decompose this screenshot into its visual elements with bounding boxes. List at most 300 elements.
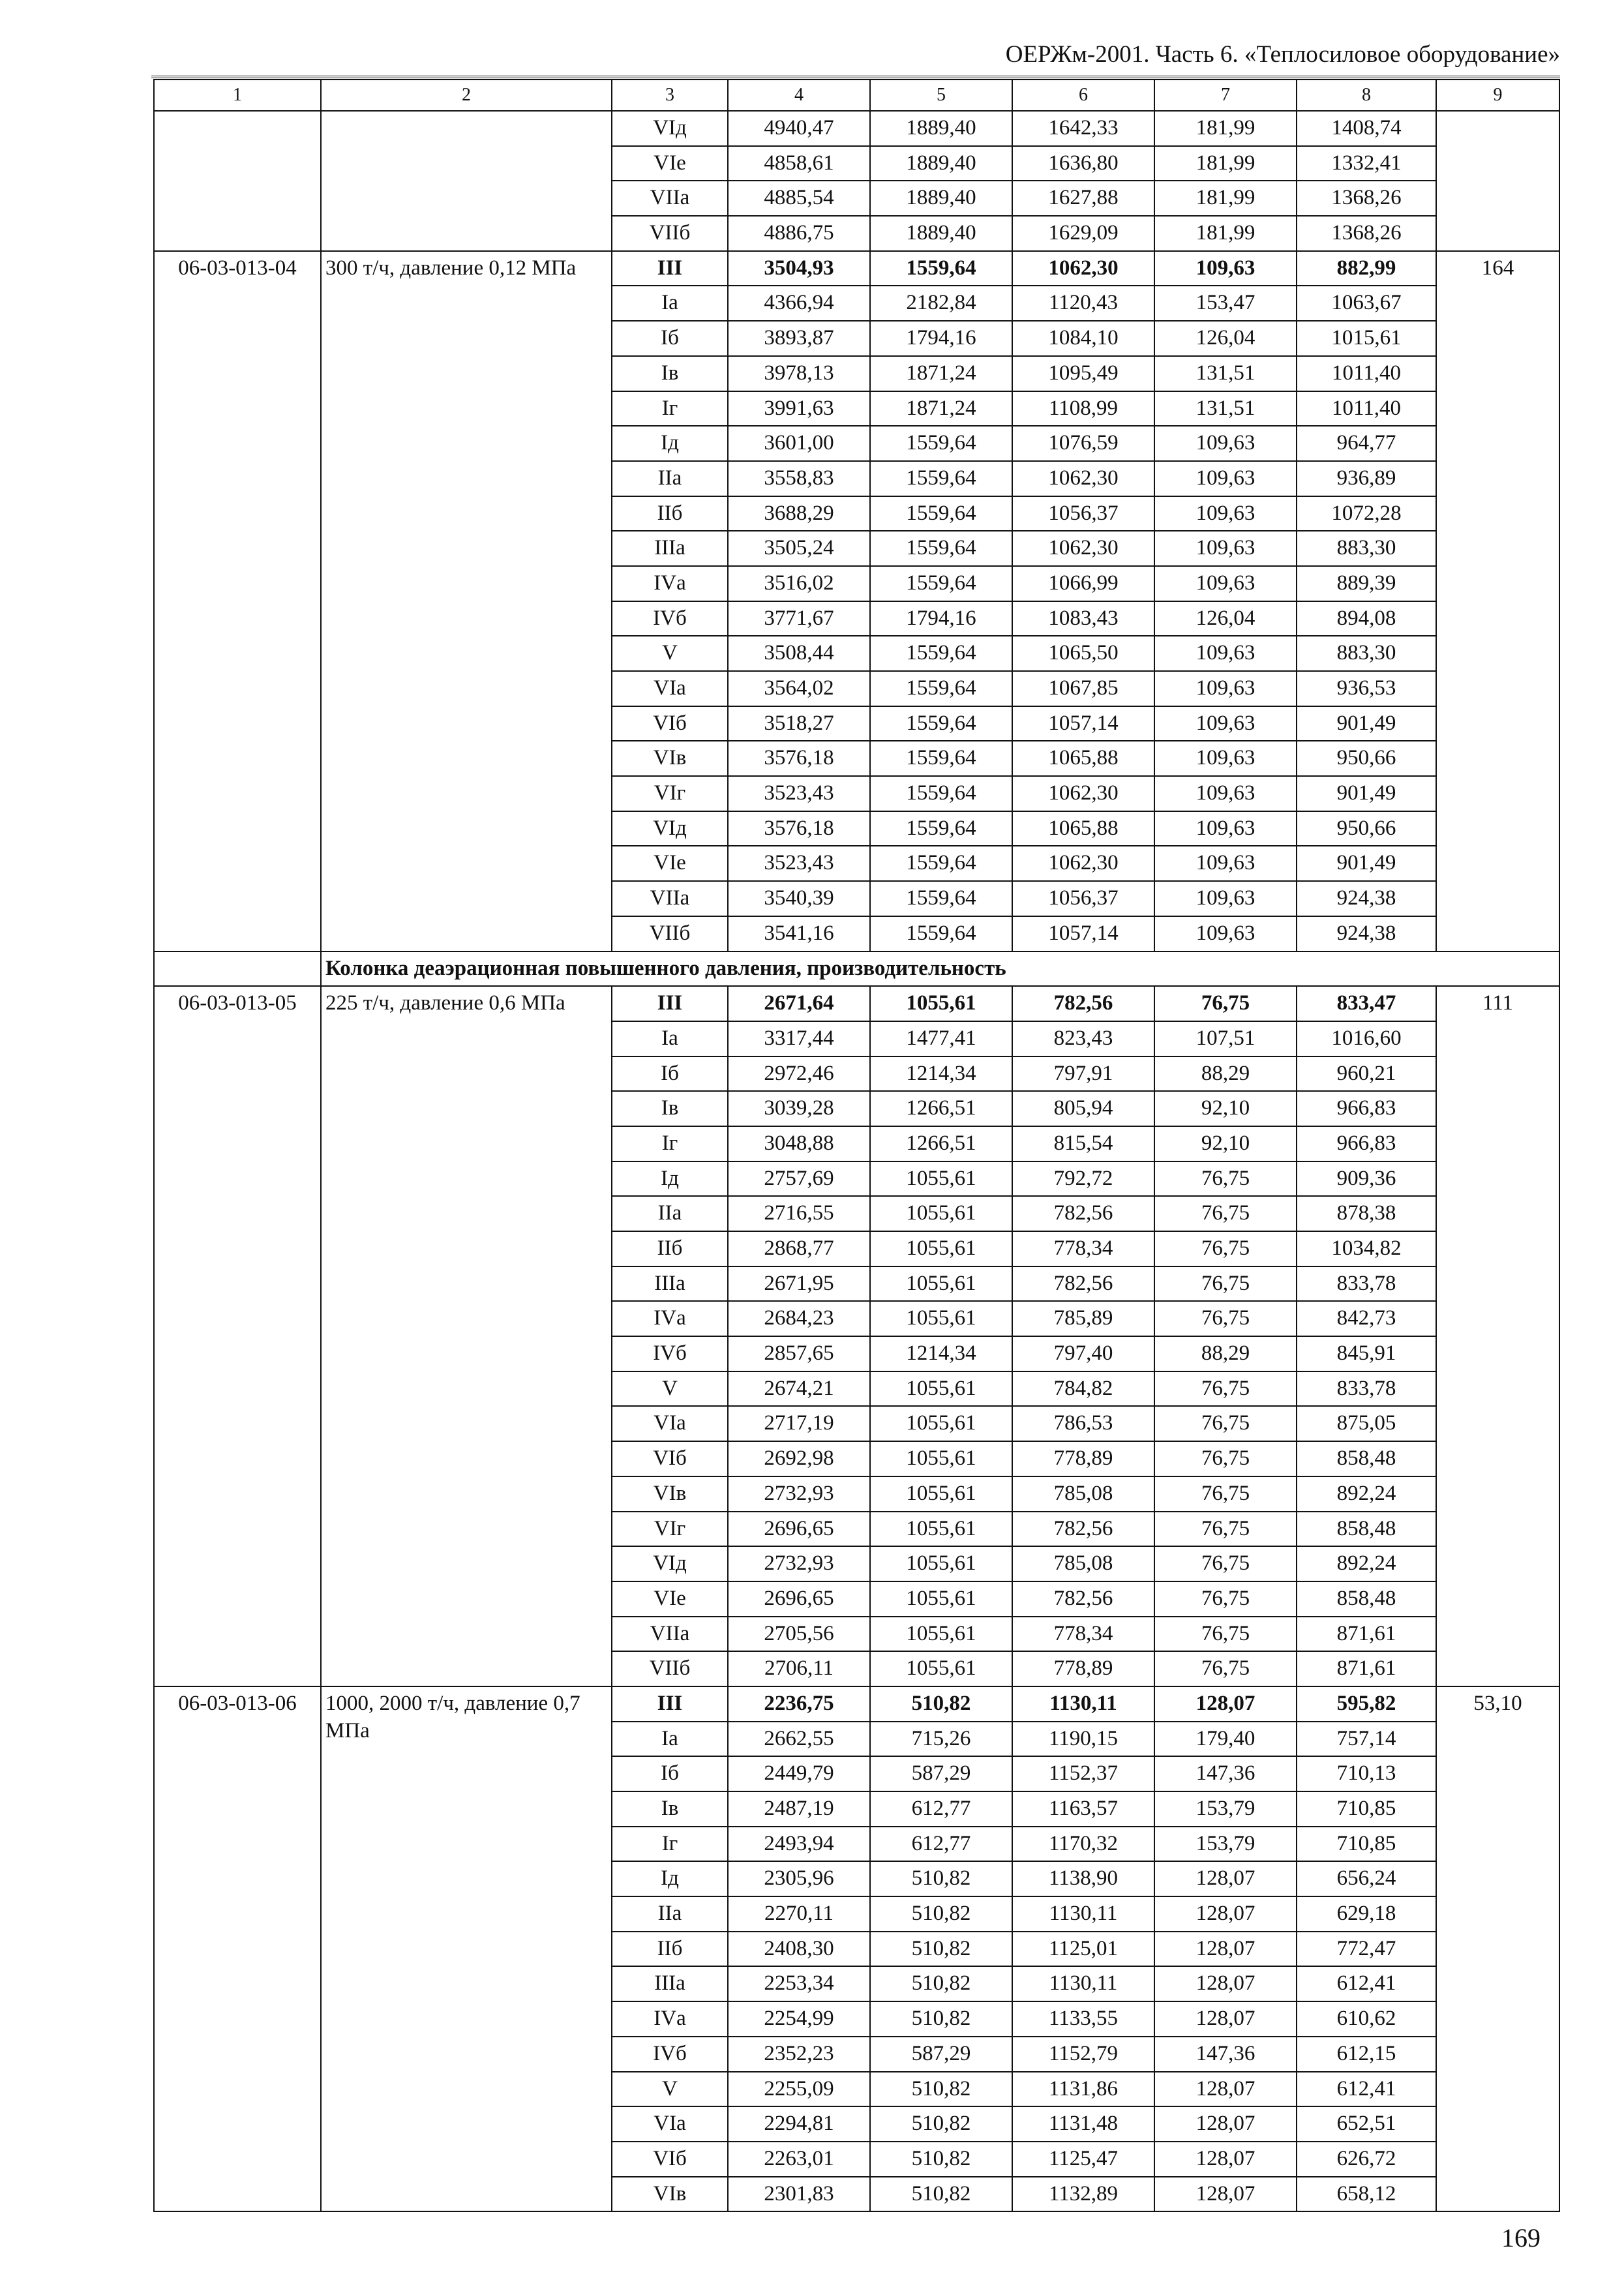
- value-cell: 1055,61: [870, 1617, 1012, 1652]
- value-cell: 966,83: [1297, 1091, 1436, 1126]
- empty-cell: [154, 951, 321, 987]
- value-cell: 1332,41: [1297, 146, 1436, 181]
- zone-cell: IIб: [612, 1932, 728, 1967]
- value-cell: 964,77: [1297, 426, 1436, 461]
- value-cell: 510,82: [870, 2106, 1012, 2142]
- value-cell: 131,51: [1154, 391, 1297, 426]
- value-cell: 181,99: [1154, 181, 1297, 216]
- zone-cell: VIа: [612, 1406, 728, 1441]
- value-cell: 76,75: [1154, 1231, 1297, 1266]
- value-cell: 936,53: [1297, 671, 1436, 706]
- value-cell: 1065,50: [1012, 636, 1154, 671]
- value-cell: 652,51: [1297, 2106, 1436, 2142]
- value-cell: 109,63: [1154, 531, 1297, 566]
- value-cell: 1214,34: [870, 1056, 1012, 1092]
- value-cell: 2674,21: [728, 1371, 870, 1407]
- value-cell: 88,29: [1154, 1056, 1297, 1092]
- value-cell: 128,07: [1154, 1686, 1297, 1722]
- value-cell: 1131,48: [1012, 2106, 1154, 2142]
- price-table: [153, 79, 1560, 2212]
- value-cell: 2294,81: [728, 2106, 870, 2142]
- value-cell: 1871,24: [870, 391, 1012, 426]
- value-cell: 3518,27: [728, 706, 870, 741]
- zone-cell: III: [612, 986, 728, 1021]
- zone-cell: V: [612, 1371, 728, 1407]
- value-cell: 785,08: [1012, 1476, 1154, 1512]
- value-cell: 1559,64: [870, 671, 1012, 706]
- column-number: 8: [1297, 80, 1436, 111]
- value-cell: 1055,61: [870, 1266, 1012, 1302]
- zone-cell: IIб: [612, 1231, 728, 1266]
- zone-cell: IVб: [612, 1336, 728, 1371]
- value-cell: 2706,11: [728, 1651, 870, 1686]
- value-cell: 1062,30: [1012, 846, 1154, 881]
- item-description: 300 т/ч, давление 0,12 МПа: [321, 251, 612, 951]
- value-cell: 109,63: [1154, 671, 1297, 706]
- value-cell: 1138,90: [1012, 1861, 1154, 1896]
- value-cell: 128,07: [1154, 2106, 1297, 2142]
- zone-cell: VIд: [612, 1546, 728, 1581]
- value-cell: 1889,40: [870, 146, 1012, 181]
- value-cell: 960,21: [1297, 1056, 1436, 1092]
- value-cell: 128,07: [1154, 1932, 1297, 1967]
- value-cell: 842,73: [1297, 1301, 1436, 1336]
- rate-code: 06-03-013-06: [154, 1686, 321, 2211]
- zone-cell: IVб: [612, 601, 728, 636]
- zone-cell: Iг: [612, 391, 728, 426]
- value-cell: 3601,00: [728, 426, 870, 461]
- value-cell: 2270,11: [728, 1896, 870, 1932]
- zone-cell: IVа: [612, 1301, 728, 1336]
- column-number: 6: [1012, 80, 1154, 111]
- value-cell: 147,36: [1154, 1756, 1297, 1791]
- value-cell: 1055,61: [870, 1476, 1012, 1512]
- value-cell: 88,29: [1154, 1336, 1297, 1371]
- value-cell: 1163,57: [1012, 1791, 1154, 1827]
- value-cell: 1062,30: [1012, 531, 1154, 566]
- value-cell: 1055,61: [870, 1406, 1012, 1441]
- value-cell: 1559,64: [870, 846, 1012, 881]
- col9-value: [1436, 111, 1559, 251]
- value-cell: 1559,64: [870, 461, 1012, 496]
- col9-value: 53,10: [1436, 1686, 1559, 2211]
- value-cell: 1062,30: [1012, 251, 1154, 286]
- value-cell: 1559,64: [870, 531, 1012, 566]
- value-cell: 786,53: [1012, 1406, 1154, 1441]
- value-cell: 626,72: [1297, 2142, 1436, 2177]
- value-cell: 2487,19: [728, 1791, 870, 1827]
- value-cell: 3504,93: [728, 251, 870, 286]
- section-row: [154, 951, 1559, 987]
- value-cell: 656,24: [1297, 1861, 1436, 1896]
- zone-cell: VIд: [612, 111, 728, 146]
- zone-cell: IIа: [612, 1196, 728, 1231]
- zone-cell: IIа: [612, 1896, 728, 1932]
- value-cell: 3978,13: [728, 356, 870, 391]
- value-cell: 883,30: [1297, 636, 1436, 671]
- zone-cell: VIIа: [612, 1617, 728, 1652]
- value-cell: 784,82: [1012, 1371, 1154, 1407]
- zone-cell: VIIб: [612, 1651, 728, 1686]
- value-cell: 871,61: [1297, 1617, 1436, 1652]
- value-cell: 797,91: [1012, 1056, 1154, 1092]
- value-cell: 76,75: [1154, 1371, 1297, 1407]
- zone-cell: IIа: [612, 461, 728, 496]
- value-cell: 76,75: [1154, 986, 1297, 1021]
- value-cell: 2684,23: [728, 1301, 870, 1336]
- value-cell: 1170,32: [1012, 1827, 1154, 1862]
- value-cell: 2255,09: [728, 2072, 870, 2107]
- value-cell: 109,63: [1154, 636, 1297, 671]
- value-cell: 1095,49: [1012, 356, 1154, 391]
- value-cell: 595,82: [1297, 1686, 1436, 1722]
- value-cell: 3576,18: [728, 741, 870, 776]
- value-cell: 76,75: [1154, 1441, 1297, 1476]
- value-cell: 107,51: [1154, 1021, 1297, 1056]
- column-number: 5: [870, 80, 1012, 111]
- zone-cell: VIв: [612, 2177, 728, 2212]
- zone-cell: VIа: [612, 2106, 728, 2142]
- zone-cell: VIд: [612, 811, 728, 846]
- value-cell: 1055,61: [870, 1301, 1012, 1336]
- value-cell: 1065,88: [1012, 811, 1154, 846]
- value-cell: 510,82: [870, 2177, 1012, 2212]
- value-cell: 1559,64: [870, 916, 1012, 951]
- value-cell: 1559,64: [870, 776, 1012, 811]
- value-cell: 1055,61: [870, 1371, 1012, 1407]
- value-cell: 612,41: [1297, 2072, 1436, 2107]
- value-cell: 3508,44: [728, 636, 870, 671]
- value-cell: 126,04: [1154, 601, 1297, 636]
- value-cell: 924,38: [1297, 881, 1436, 916]
- value-cell: 128,07: [1154, 2177, 1297, 2212]
- column-number: 4: [728, 80, 870, 111]
- zone-cell: VIб: [612, 706, 728, 741]
- value-cell: 797,40: [1012, 1336, 1154, 1371]
- value-cell: 3576,18: [728, 811, 870, 846]
- value-cell: 109,63: [1154, 496, 1297, 531]
- value-cell: 936,89: [1297, 461, 1436, 496]
- value-cell: 3541,16: [728, 916, 870, 951]
- value-cell: 2696,65: [728, 1581, 870, 1617]
- value-cell: 1130,11: [1012, 1896, 1154, 1932]
- value-cell: 782,56: [1012, 1196, 1154, 1231]
- value-cell: 1057,14: [1012, 916, 1154, 951]
- value-cell: 1559,64: [870, 251, 1012, 286]
- value-cell: 109,63: [1154, 881, 1297, 916]
- value-cell: 950,66: [1297, 741, 1436, 776]
- value-cell: 858,48: [1297, 1512, 1436, 1547]
- value-cell: 109,63: [1154, 776, 1297, 811]
- zone-cell: VIе: [612, 846, 728, 881]
- value-cell: 612,41: [1297, 1966, 1436, 2001]
- zone-cell: VIв: [612, 1476, 728, 1512]
- zone-cell: Iд: [612, 426, 728, 461]
- value-cell: 1055,61: [870, 1441, 1012, 1476]
- value-cell: 92,10: [1154, 1126, 1297, 1161]
- value-cell: 2662,55: [728, 1722, 870, 1757]
- value-cell: 858,48: [1297, 1441, 1436, 1476]
- value-cell: 2671,95: [728, 1266, 870, 1302]
- value-cell: 1055,61: [870, 1581, 1012, 1617]
- value-cell: 2236,75: [728, 1686, 870, 1722]
- value-cell: 2352,23: [728, 2037, 870, 2072]
- column-number: 2: [321, 80, 612, 111]
- zone-cell: VIIа: [612, 181, 728, 216]
- value-cell: 1055,61: [870, 1196, 1012, 1231]
- value-cell: 612,15: [1297, 2037, 1436, 2072]
- value-cell: 109,63: [1154, 916, 1297, 951]
- value-cell: 1083,43: [1012, 601, 1154, 636]
- value-cell: 757,14: [1297, 1722, 1436, 1757]
- value-cell: 2757,69: [728, 1161, 870, 1197]
- zone-cell: VIа: [612, 671, 728, 706]
- zone-cell: Iв: [612, 1091, 728, 1126]
- value-cell: 76,75: [1154, 1301, 1297, 1336]
- value-cell: 1011,40: [1297, 356, 1436, 391]
- zone-cell: Iд: [612, 1161, 728, 1197]
- value-cell: 1132,89: [1012, 2177, 1154, 2212]
- value-cell: 2732,93: [728, 1476, 870, 1512]
- value-cell: 1642,33: [1012, 111, 1154, 146]
- value-cell: 181,99: [1154, 111, 1297, 146]
- value-cell: 710,85: [1297, 1827, 1436, 1862]
- rate-code: 06-03-013-05: [154, 986, 321, 1686]
- value-cell: 76,75: [1154, 1196, 1297, 1231]
- zone-cell: III: [612, 251, 728, 286]
- value-cell: 181,99: [1154, 216, 1297, 251]
- value-cell: 785,08: [1012, 1546, 1154, 1581]
- zone-cell: Iб: [612, 1056, 728, 1092]
- value-cell: 2182,84: [870, 286, 1012, 321]
- value-cell: 2705,56: [728, 1617, 870, 1652]
- value-cell: 889,39: [1297, 566, 1436, 601]
- value-cell: 1130,11: [1012, 1686, 1154, 1722]
- zone-cell: Iа: [612, 1021, 728, 1056]
- value-cell: 1125,47: [1012, 2142, 1154, 2177]
- value-cell: 4940,47: [728, 111, 870, 146]
- value-cell: 1266,51: [870, 1091, 1012, 1126]
- value-cell: 1559,64: [870, 496, 1012, 531]
- value-cell: 901,49: [1297, 776, 1436, 811]
- column-number: 7: [1154, 80, 1297, 111]
- zone-cell: IIIа: [612, 1966, 728, 2001]
- zone-cell: VIе: [612, 146, 728, 181]
- page-number: 169: [1501, 2223, 1541, 2252]
- value-cell: 510,82: [870, 1966, 1012, 2001]
- zone-cell: VIв: [612, 741, 728, 776]
- value-cell: 1011,40: [1297, 391, 1436, 426]
- value-cell: 612,77: [870, 1791, 1012, 1827]
- value-cell: 587,29: [870, 2037, 1012, 2072]
- value-cell: 612,77: [870, 1827, 1012, 1862]
- value-cell: 1108,99: [1012, 391, 1154, 426]
- zone-cell: IIб: [612, 496, 728, 531]
- value-cell: 2868,77: [728, 1231, 870, 1266]
- section-heading: Колонка деаэрационная повышенного давления, производительность: [321, 951, 1559, 987]
- rate-code: 06-03-013-04: [154, 251, 321, 951]
- value-cell: 1559,64: [870, 426, 1012, 461]
- zone-cell: Iб: [612, 321, 728, 356]
- value-cell: 3317,44: [728, 1021, 870, 1056]
- zone-cell: IVа: [612, 566, 728, 601]
- zone-cell: Iв: [612, 356, 728, 391]
- value-cell: 3505,24: [728, 531, 870, 566]
- value-cell: 894,08: [1297, 601, 1436, 636]
- value-cell: 1152,79: [1012, 2037, 1154, 2072]
- value-cell: 782,56: [1012, 1266, 1154, 1302]
- value-cell: 883,30: [1297, 531, 1436, 566]
- value-cell: 878,38: [1297, 1196, 1436, 1231]
- value-cell: 924,38: [1297, 916, 1436, 951]
- value-cell: 2263,01: [728, 2142, 870, 2177]
- value-cell: 92,10: [1154, 1091, 1297, 1126]
- value-cell: 1055,61: [870, 986, 1012, 1021]
- value-cell: 510,82: [870, 2072, 1012, 2107]
- value-cell: 1130,11: [1012, 1966, 1154, 2001]
- value-cell: 2301,83: [728, 2177, 870, 2212]
- value-cell: 2732,93: [728, 1546, 870, 1581]
- value-cell: 1629,09: [1012, 216, 1154, 251]
- zone-cell: VIг: [612, 1512, 728, 1547]
- value-cell: 1559,64: [870, 811, 1012, 846]
- zone-cell: Iд: [612, 1861, 728, 1896]
- value-cell: 858,48: [1297, 1581, 1436, 1617]
- value-cell: 966,83: [1297, 1126, 1436, 1161]
- value-cell: 2716,55: [728, 1196, 870, 1231]
- value-cell: 1055,61: [870, 1651, 1012, 1686]
- zone-cell: Iа: [612, 286, 728, 321]
- value-cell: 1084,10: [1012, 321, 1154, 356]
- value-cell: 1072,28: [1297, 496, 1436, 531]
- zone-cell: VIб: [612, 2142, 728, 2177]
- value-cell: 1368,26: [1297, 216, 1436, 251]
- value-cell: 109,63: [1154, 426, 1297, 461]
- value-cell: 109,63: [1154, 706, 1297, 741]
- value-cell: 2305,96: [728, 1861, 870, 1896]
- value-cell: 871,61: [1297, 1651, 1436, 1686]
- value-cell: 1055,61: [870, 1231, 1012, 1266]
- value-cell: 610,62: [1297, 2001, 1436, 2037]
- value-cell: 1056,37: [1012, 496, 1154, 531]
- value-cell: 778,34: [1012, 1617, 1154, 1652]
- value-cell: 792,72: [1012, 1161, 1154, 1197]
- value-cell: 845,91: [1297, 1336, 1436, 1371]
- value-cell: 901,49: [1297, 846, 1436, 881]
- value-cell: 882,99: [1297, 251, 1436, 286]
- value-cell: 1871,24: [870, 356, 1012, 391]
- value-cell: 1065,88: [1012, 741, 1154, 776]
- value-cell: 128,07: [1154, 1861, 1297, 1896]
- item-description: [321, 111, 612, 251]
- value-cell: 785,89: [1012, 1301, 1154, 1336]
- value-cell: 950,66: [1297, 811, 1436, 846]
- value-cell: 179,40: [1154, 1722, 1297, 1757]
- value-cell: 1067,85: [1012, 671, 1154, 706]
- value-cell: 3540,39: [728, 881, 870, 916]
- document-title: ОЕРЖм-2001. Часть 6. «Теплосиловое оборудование»: [1005, 41, 1560, 68]
- value-cell: 1559,64: [870, 741, 1012, 776]
- value-cell: 587,29: [870, 1756, 1012, 1791]
- value-cell: 1152,37: [1012, 1756, 1154, 1791]
- value-cell: 2253,34: [728, 1966, 870, 2001]
- value-cell: 3893,87: [728, 321, 870, 356]
- zone-cell: IVа: [612, 2001, 728, 2037]
- value-cell: 1636,80: [1012, 146, 1154, 181]
- value-cell: 3558,83: [728, 461, 870, 496]
- value-cell: 1131,86: [1012, 2072, 1154, 2107]
- value-cell: 1559,64: [870, 881, 1012, 916]
- value-cell: 892,24: [1297, 1476, 1436, 1512]
- value-cell: 2254,99: [728, 2001, 870, 2037]
- value-cell: 3048,88: [728, 1126, 870, 1161]
- value-cell: 2449,79: [728, 1756, 870, 1791]
- value-cell: 778,89: [1012, 1441, 1154, 1476]
- value-cell: 1034,82: [1297, 1231, 1436, 1266]
- zone-cell: VIIб: [612, 916, 728, 951]
- value-cell: 153,79: [1154, 1827, 1297, 1862]
- value-cell: 2696,65: [728, 1512, 870, 1547]
- value-cell: 131,51: [1154, 356, 1297, 391]
- col9-value: 164: [1436, 251, 1559, 951]
- value-cell: 3564,02: [728, 671, 870, 706]
- value-cell: 128,07: [1154, 2001, 1297, 2037]
- value-cell: 1368,26: [1297, 181, 1436, 216]
- value-cell: 76,75: [1154, 1406, 1297, 1441]
- column-number: 3: [612, 80, 728, 111]
- value-cell: 1477,41: [870, 1021, 1012, 1056]
- col9-value: 111: [1436, 986, 1559, 1686]
- value-cell: 3688,29: [728, 496, 870, 531]
- value-cell: 4858,61: [728, 146, 870, 181]
- value-cell: 1408,74: [1297, 111, 1436, 146]
- value-cell: 76,75: [1154, 1476, 1297, 1512]
- value-cell: 1266,51: [870, 1126, 1012, 1161]
- zone-cell: VIIа: [612, 881, 728, 916]
- value-cell: 815,54: [1012, 1126, 1154, 1161]
- column-numbers-row: [154, 80, 1559, 111]
- value-cell: 2408,30: [728, 1932, 870, 1967]
- value-cell: 1076,59: [1012, 426, 1154, 461]
- zone-cell: VIг: [612, 776, 728, 811]
- value-cell: 3771,67: [728, 601, 870, 636]
- value-cell: 1066,99: [1012, 566, 1154, 601]
- value-cell: 892,24: [1297, 1546, 1436, 1581]
- value-cell: 4366,94: [728, 286, 870, 321]
- value-cell: 715,26: [870, 1722, 1012, 1757]
- value-cell: 4886,75: [728, 216, 870, 251]
- value-cell: 128,07: [1154, 2072, 1297, 2107]
- value-cell: 1889,40: [870, 216, 1012, 251]
- value-cell: 833,78: [1297, 1266, 1436, 1302]
- zone-cell: VIб: [612, 1441, 728, 1476]
- zone-cell: Iа: [612, 1722, 728, 1757]
- value-cell: 1889,40: [870, 181, 1012, 216]
- value-cell: 909,36: [1297, 1161, 1436, 1197]
- value-cell: 1057,14: [1012, 706, 1154, 741]
- value-cell: 1559,64: [870, 706, 1012, 741]
- value-cell: 147,36: [1154, 2037, 1297, 2072]
- value-cell: 2717,19: [728, 1406, 870, 1441]
- value-cell: 76,75: [1154, 1617, 1297, 1652]
- value-cell: 710,13: [1297, 1756, 1436, 1791]
- value-cell: 805,94: [1012, 1091, 1154, 1126]
- value-cell: 782,56: [1012, 1581, 1154, 1617]
- zone-cell: IIIа: [612, 531, 728, 566]
- value-cell: 2857,65: [728, 1336, 870, 1371]
- value-cell: 510,82: [870, 2001, 1012, 2037]
- value-cell: 109,63: [1154, 741, 1297, 776]
